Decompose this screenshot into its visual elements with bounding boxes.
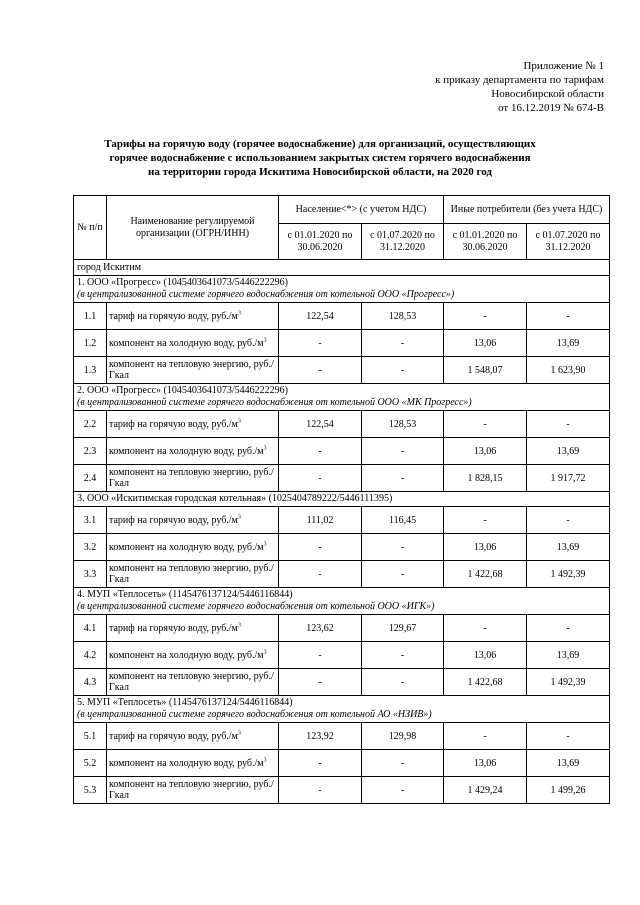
superscript: 3 [263, 337, 267, 344]
organization-row [74, 276, 610, 303]
table-row [74, 642, 610, 669]
row-label-cell [107, 534, 279, 561]
superscript: 3 [263, 649, 267, 656]
tariff-value: - [527, 723, 610, 750]
appendix-line: Приложение № 1 [523, 60, 604, 72]
tariff-value: 129,67 [362, 615, 444, 642]
table-row [74, 615, 610, 642]
row-label-cell [107, 303, 279, 330]
tariff-value: - [444, 303, 527, 330]
organization-subtitle: (в централизованной системе горячего водоснабжения от котельной ООО «ИГК») [77, 601, 435, 612]
title-line: Тарифы на горячую воду (горячее водоснабжение) для организаций, осуществляющих [104, 138, 536, 150]
tariff-value: 128,53 [362, 303, 444, 330]
superscript: 3 [263, 757, 267, 764]
row-code: 1.2 [74, 330, 107, 357]
tariff-value: 123,62 [279, 615, 362, 642]
row-code: 4.3 [74, 669, 107, 696]
tariff-value: - [279, 438, 362, 465]
row-label: компонент на холодную воду, руб./м [109, 541, 264, 553]
header-num: № п/п [74, 196, 107, 260]
tariff-value: 123,92 [279, 723, 362, 750]
row-label: тариф на горячую воду, руб./м [109, 310, 238, 322]
tariff-value: - [279, 330, 362, 357]
row-label: компонент на холодную воду, руб./м [109, 445, 264, 457]
tariff-value: 128,53 [362, 411, 444, 438]
tariff-value: - [362, 534, 444, 561]
table-row [74, 507, 610, 534]
tariff-value: 13,69 [527, 642, 610, 669]
title-line: на территории города Искитима Новосибирской области, на 2020 год [148, 166, 492, 178]
row-code: 4.2 [74, 642, 107, 669]
title-line: горячее водоснабжение с использованием закрытых систем горячего водоснабжения [109, 152, 531, 164]
tariff-value: - [527, 615, 610, 642]
appendix-line: к приказу департамента по тарифам [435, 74, 604, 86]
tariff-value: - [279, 534, 362, 561]
row-code: 2.3 [74, 438, 107, 465]
appendix-line: от 16.12.2019 № 674-В [498, 102, 604, 114]
tariff-value: - [279, 750, 362, 777]
table-row [74, 561, 610, 588]
superscript: 3 [237, 310, 241, 317]
tariff-value: - [362, 465, 444, 492]
tariff-value: - [279, 669, 362, 696]
document-title [60, 137, 580, 179]
table-row [74, 777, 610, 804]
tariff-value: - [527, 411, 610, 438]
table-row [74, 465, 610, 492]
tariff-value: - [279, 465, 362, 492]
tariff-value: - [527, 303, 610, 330]
header-period: с 01.07.2020 по 31.12.2020 [362, 224, 444, 260]
row-label-cell [107, 411, 279, 438]
row-label: тариф на горячую воду, руб./м [109, 514, 238, 526]
tariff-value: - [444, 615, 527, 642]
tariff-value: 1 917,72 [527, 465, 610, 492]
tariff-value: 13,06 [444, 438, 527, 465]
tariff-value: - [279, 777, 362, 804]
tariff-value: - [444, 507, 527, 534]
row-label: компонент на холодную воду, руб./м [109, 649, 264, 661]
row-code: 3.1 [74, 507, 107, 534]
tariff-value: 1 548,07 [444, 357, 527, 384]
tariff-value: 13,06 [444, 330, 527, 357]
row-code: 4.1 [74, 615, 107, 642]
organization-name: 3. ООО «Искитимская городская котельная» (1025404789222/5446111395) [77, 493, 393, 504]
row-code: 5.2 [74, 750, 107, 777]
tariff-value: 13,69 [527, 330, 610, 357]
tariff-value: 122,54 [279, 303, 362, 330]
row-label: компонент на тепловую энергию, руб./Гкал [109, 779, 274, 801]
row-code: 5.3 [74, 777, 107, 804]
tariff-value: 1 422,68 [444, 669, 527, 696]
row-code: 1.1 [74, 303, 107, 330]
row-code: 1.3 [74, 357, 107, 384]
row-label: тариф на горячую воду, руб./м [109, 730, 238, 742]
tariff-value: - [527, 507, 610, 534]
tariff-value: 116,45 [362, 507, 444, 534]
organization-name: 1. ООО «Прогресс» (1045403641073/5446222296) [77, 277, 288, 288]
tariff-value: - [362, 357, 444, 384]
row-code: 2.4 [74, 465, 107, 492]
tariff-value: 1 429,24 [444, 777, 527, 804]
row-label-cell [107, 357, 279, 384]
row-label-cell [107, 561, 279, 588]
table-row [74, 669, 610, 696]
superscript: 3 [263, 541, 267, 548]
row-label: тариф на горячую воду, руб./м [109, 622, 238, 634]
organization-row [74, 588, 610, 615]
superscript: 3 [263, 445, 267, 452]
superscript: 3 [237, 730, 241, 737]
tariff-value: - [362, 669, 444, 696]
row-label-cell [107, 750, 279, 777]
appendix-line: Новосибирской области [491, 88, 604, 100]
tariff-value: 13,06 [444, 750, 527, 777]
tariff-value: - [362, 561, 444, 588]
row-label-cell [107, 507, 279, 534]
tariff-value: 129,98 [362, 723, 444, 750]
row-code: 3.3 [74, 561, 107, 588]
city-row: город Искитим [74, 260, 610, 276]
table-row [74, 723, 610, 750]
row-code: 3.2 [74, 534, 107, 561]
header-others: Иные потребители (без учета НДС) [444, 196, 610, 224]
superscript: 3 [237, 622, 241, 629]
organization-name: 4. МУП «Теплосеть» (1145476137124/5446116844) [77, 589, 293, 600]
table-row [74, 330, 610, 357]
tariff-value: - [444, 723, 527, 750]
header-population: Население<*> (с учетом НДС) [279, 196, 444, 224]
organization-name: 2. ООО «Прогресс» (1045403641073/5446222296) [77, 385, 288, 396]
tariff-value: - [444, 411, 527, 438]
organization-row [74, 492, 610, 507]
tariff-value: - [362, 330, 444, 357]
row-label-cell [107, 615, 279, 642]
tariff-value: 111,02 [279, 507, 362, 534]
row-label-cell [107, 777, 279, 804]
tariff-value: 13,69 [527, 438, 610, 465]
header-period: с 01.07.2020 по 31.12.2020 [527, 224, 610, 260]
tariff-value: 1 492,39 [527, 561, 610, 588]
row-label: компонент на тепловую энергию, руб./Гкал [109, 467, 274, 489]
tariff-value: 1 422,68 [444, 561, 527, 588]
tariff-value: - [279, 561, 362, 588]
organization-subtitle: (в централизованной системе горячего водоснабжения от котельной ООО «МК Прогресс») [77, 397, 472, 408]
row-label-cell [107, 465, 279, 492]
row-label: компонент на холодную воду, руб./м [109, 337, 264, 349]
row-label-cell [107, 642, 279, 669]
tariff-value: - [362, 750, 444, 777]
tariff-value: 1 499,26 [527, 777, 610, 804]
organization-row [74, 384, 610, 411]
tariff-value: - [362, 438, 444, 465]
tariff-value: 1 623,90 [527, 357, 610, 384]
table-row [74, 303, 610, 330]
header-period: с 01.01.2020 по 30.06.2020 [444, 224, 527, 260]
tariff-table [73, 195, 610, 804]
row-label: тариф на горячую воду, руб./м [109, 418, 238, 430]
table-row [74, 411, 610, 438]
organization-row [74, 696, 610, 723]
row-label-cell [107, 438, 279, 465]
row-label: компонент на тепловую энергию, руб./Гкал [109, 359, 274, 381]
superscript: 3 [237, 418, 241, 425]
organization-subtitle: (в централизованной системе горячего водоснабжения от котельной ООО «Прогресс») [77, 289, 455, 300]
table-row [74, 357, 610, 384]
table-row [74, 534, 610, 561]
row-label-cell [107, 723, 279, 750]
row-label: компонент на тепловую энергию, руб./Гкал [109, 563, 274, 585]
row-code: 2.2 [74, 411, 107, 438]
superscript: 3 [237, 514, 241, 521]
row-label: компонент на холодную воду, руб./м [109, 757, 264, 769]
appendix-block [435, 59, 604, 115]
tariff-value: - [362, 642, 444, 669]
tariff-value: 13,69 [527, 534, 610, 561]
row-label-cell [107, 330, 279, 357]
tariff-value: 13,06 [444, 534, 527, 561]
row-label-cell [107, 669, 279, 696]
table-row [74, 750, 610, 777]
organization-subtitle: (в централизованной системе горячего водоснабжения от котельной АО «НЗИВ») [77, 709, 432, 720]
tariff-value: 122,54 [279, 411, 362, 438]
organization-name: 5. МУП «Теплосеть» (1145476137124/5446116844) [77, 697, 293, 708]
tariff-value: 1 492,39 [527, 669, 610, 696]
row-label: компонент на тепловую энергию, руб./Гкал [109, 671, 274, 693]
tariff-value: 13,06 [444, 642, 527, 669]
tariff-value: - [279, 357, 362, 384]
tariff-value: 13,69 [527, 750, 610, 777]
row-code: 5.1 [74, 723, 107, 750]
tariff-value: 1 828,15 [444, 465, 527, 492]
tariff-value: - [279, 642, 362, 669]
header-name: Наименование регулируемой организации (ОГРН/ИНН) [107, 196, 279, 260]
header-period: с 01.01.2020 по 30.06.2020 [279, 224, 362, 260]
tariff-value: - [362, 777, 444, 804]
table-row [74, 438, 610, 465]
